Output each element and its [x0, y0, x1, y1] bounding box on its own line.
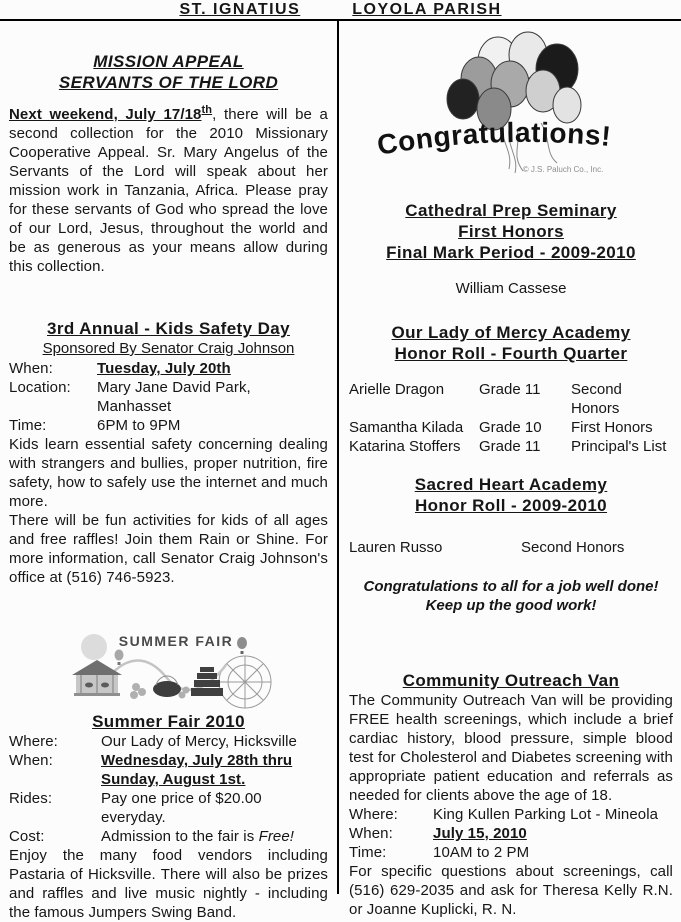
- kids-time-row: [9, 416, 328, 435]
- table-row: [349, 418, 673, 437]
- kids-when-label: When:: [9, 360, 53, 377]
- fair-where-row: [9, 732, 328, 751]
- kids-safety-heading: 3rd Annual - Kids Safety Day: [47, 319, 290, 338]
- congratulations-message: [349, 577, 673, 615]
- table-row: [349, 437, 673, 456]
- summer-fair-graphic: [64, 627, 274, 711]
- sacred-heading-line2: Honor Roll - 2009-2010: [414, 496, 608, 515]
- fair-cost-value-free: Free!: [258, 828, 295, 845]
- fair-when-label: When:: [9, 752, 53, 769]
- fair-when-row: [9, 751, 328, 789]
- kids-location-label: Location:: [9, 379, 71, 396]
- fair-rides-row: [9, 789, 328, 827]
- outreach-paragraph: The Community Outreach Van will be providing FREE health screenings, which include a brief cardiac history, blood pressure, simple blood test for Cholesterol and Diabetes screening with appropriate patient education and referrals as needed for clients above the age of 18.: [349, 692, 673, 804]
- fair-rides-label: Rides:: [9, 790, 53, 807]
- outreach-where-row: [349, 805, 673, 824]
- outreach-when-label: When:: [349, 825, 393, 842]
- fair-rides-value: Pay one price of $20.00 everyday.: [101, 790, 262, 826]
- outreach-when-value: July 15, 2010: [433, 825, 527, 842]
- summer-fair-section: [9, 627, 328, 922]
- congratulations-graphic-section: [349, 29, 673, 182]
- fair-when-value: [101, 751, 292, 789]
- outreach-time-row: [349, 843, 673, 862]
- summer-fair-details: [9, 732, 328, 846]
- table-row: [349, 538, 673, 557]
- kids-paragraph-1: Kids learn essential safety concerning dealing with strangers and bullies, proper nutrition, fire safety, how to safely use the internet and much more.: [9, 436, 328, 510]
- summer-fair-heading: Summer Fair 2010: [92, 712, 245, 731]
- student-honor: Second Honors: [521, 539, 625, 556]
- sacred-heart-section: [349, 474, 673, 557]
- mission-heading-line2: SERVANTS OF THE LORD: [58, 73, 279, 92]
- congrats-message-line2: Keep up the good work!: [425, 597, 597, 614]
- outreach-heading: Community Outreach Van: [402, 671, 620, 690]
- cathedral-honoree-name: William Cassese: [455, 280, 567, 297]
- fair-cost-row: [9, 827, 328, 846]
- kids-location-value: Mary Jane David Park, Manhasset: [97, 379, 251, 415]
- student-name: Samantha Kilada: [349, 419, 464, 436]
- mission-paragraph: [9, 105, 328, 276]
- student-grade: Grade 10: [479, 419, 542, 436]
- student-honor: Principal's List: [571, 438, 667, 455]
- olm-honor-roll-table: [349, 380, 673, 456]
- sacred-heading-line1: Sacred Heart Academy: [414, 475, 608, 494]
- student-grade: Grade 11: [479, 438, 541, 455]
- summer-fair-image-title: SUMMER FAIR: [118, 633, 233, 649]
- congrats-message-line1: Congratulations to all for a job well done!: [363, 578, 659, 595]
- cathedral-prep-section: [349, 200, 673, 298]
- hot-air-balloon-icon: [114, 650, 123, 666]
- graphic-copyright-text: © J.S. Paluch Co., Inc.: [522, 165, 604, 174]
- parish-name-left: ST. IGNATIUS: [179, 1, 301, 18]
- outreach-time-value: 10AM to 2 PM: [433, 844, 530, 861]
- page-header: [0, 0, 681, 21]
- table-row: [349, 380, 673, 418]
- fair-cost-label: Cost:: [9, 828, 45, 845]
- kids-safety-subheading: Sponsored By Senator Craig Johnson: [42, 340, 295, 357]
- fair-when-value-line1: Wednesday, July 28th thru: [101, 752, 293, 769]
- olm-heading-line1: Our Lady of Mercy Academy: [391, 323, 631, 342]
- kids-time-label: Time:: [9, 417, 47, 434]
- cathedral-heading-line3: Final Mark Period - 2009-2010: [386, 243, 636, 262]
- balloon-cluster-icon: [447, 32, 581, 130]
- two-column-layout: [0, 21, 681, 921]
- right-column: [337, 21, 681, 918]
- student-name: Arielle Dragon: [349, 381, 445, 398]
- hot-air-balloon-icon: [237, 637, 247, 654]
- tower-ride-icon: [191, 667, 223, 696]
- congratulations-text: Congratulations!: [374, 116, 613, 161]
- olm-heading-line2: Honor Roll - Fourth Quarter: [394, 344, 628, 363]
- mission-lead-text: Next weekend, July 17/18: [9, 106, 202, 123]
- mission-appeal-section: [9, 51, 328, 276]
- olm-academy-section: [349, 322, 673, 456]
- fair-cost-value: [101, 827, 294, 846]
- kids-time-value: 6PM to 9PM: [97, 417, 181, 434]
- outreach-where-label: Where:: [349, 806, 398, 823]
- fair-cost-value-prefix: Admission to the fair is: [101, 828, 259, 845]
- kids-location-row: [9, 378, 328, 416]
- student-honor: Second Honors: [571, 381, 622, 417]
- student-name: Katarina Stoffers: [349, 438, 461, 455]
- fair-when-value-line2: Sunday, August 1st.: [101, 771, 246, 788]
- outreach-details: [349, 805, 673, 862]
- outreach-paragraph-2: For specific questions about screenings, call (516) 629-2035 and ask for Theresa Kelly R.N. or Joanne Kuplicki, R. N.: [349, 863, 673, 918]
- congratulations-balloons-graphic: [351, 29, 671, 177]
- student-honor: First Honors: [571, 419, 653, 436]
- left-column: [0, 21, 337, 921]
- mission-lead-superscript: th: [201, 104, 213, 116]
- outreach-when-row: [349, 824, 673, 843]
- outreach-where-value: King Kullen Parking Lot - Mineola: [433, 806, 659, 823]
- fair-where-value: Our Lady of Mercy, Hicksville: [101, 733, 298, 750]
- summer-fair-paragraph: Enjoy the many food vendors including Pastaria of Hicksville. There will also be prizes and raffles and live music nightly - including the famous Jumpers Swing Band.: [9, 847, 328, 921]
- student-grade: Grade 11: [479, 381, 541, 398]
- kids-safety-day-section: [9, 318, 328, 587]
- outreach-time-label: Time:: [349, 844, 387, 861]
- parish-name-right: LOYOLA PARISH: [352, 1, 502, 18]
- kids-paragraph-2: There will be fun activities for kids of all ages and free raffles! Join them Rain or Shine. For more information, call Senator Craig Johnson's office at (516) 746-5923.: [9, 512, 328, 586]
- kids-when-value: Tuesday, July 20th: [97, 360, 231, 377]
- mission-body-text: , there will be a second collection for the 2010 Missionary Cooperative Appeal. Sr. Mary Angelus of the Servants of the Lord will speak about her mission work in Tanzania, Africa. Please pray for these servants of God who spread the love of our Lord, Jesus, throughout the world and be as generous as your means allow during this collection.: [9, 106, 328, 275]
- carousel-icon: [72, 660, 122, 696]
- community-outreach-section: [349, 670, 673, 919]
- cathedral-heading-line2: First Honors: [458, 222, 564, 241]
- ferris-wheel-icon: [219, 656, 271, 708]
- fair-where-label: Where:: [9, 733, 58, 750]
- mission-heading-line1: MISSION APPEAL: [93, 52, 244, 71]
- kids-when-row: [9, 359, 328, 378]
- student-name: Lauren Russo: [349, 539, 443, 556]
- sun-icon: [81, 634, 107, 660]
- cathedral-heading-line1: Cathedral Prep Seminary: [405, 201, 617, 220]
